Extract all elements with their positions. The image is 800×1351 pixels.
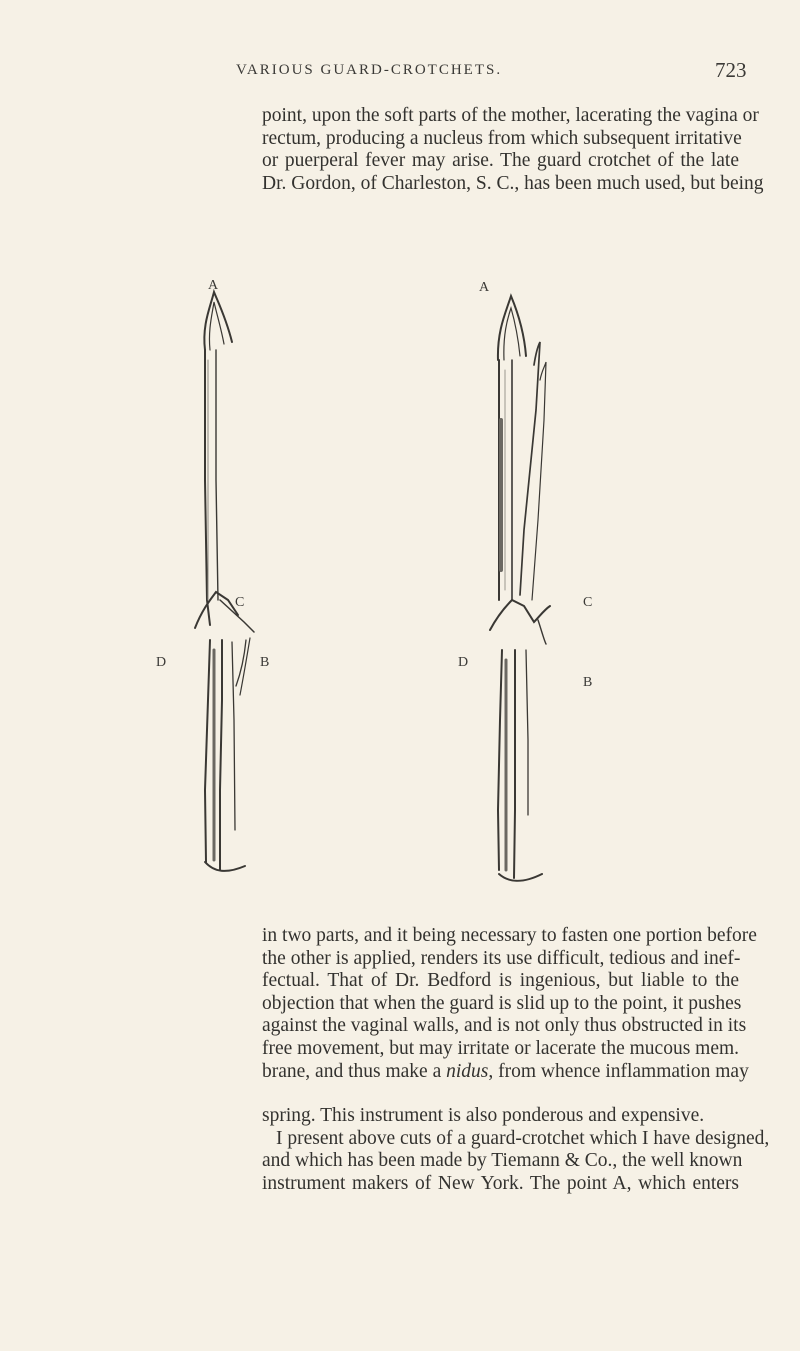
text-line: rectum, producing a nucleus from which subsequent irritative bbox=[262, 127, 742, 149]
text-line: the other is applied, renders its use difficult, tedious and inef- bbox=[262, 947, 741, 969]
paragraph-bottom bbox=[262, 925, 757, 1083]
page-number: 723 bbox=[715, 58, 747, 82]
text-run: brane, and thus make a bbox=[262, 1060, 447, 1082]
crotchet-engraving bbox=[150, 270, 620, 900]
text-line: or puerperal fever may arise. The guard crotchet of the late bbox=[262, 150, 739, 172]
guard-crotchet-illustration bbox=[150, 270, 620, 900]
text-line: in two parts, and it being necessary to fasten one portion before bbox=[262, 925, 757, 946]
left-crotchet bbox=[195, 292, 254, 871]
right-crotchet bbox=[490, 296, 550, 881]
text-line: instrument makers of New York. The point A, which enters bbox=[262, 1172, 739, 1194]
italic-term: nidus bbox=[446, 1060, 489, 1082]
running-head bbox=[0, 58, 800, 92]
figure-label-d: D bbox=[156, 655, 167, 670]
figure-label-b: B bbox=[260, 655, 270, 670]
text-line: spring. This instrument is also ponderous and expensive. bbox=[262, 1105, 705, 1126]
running-title: VARIOUS GUARD-CROTCHETS. bbox=[236, 62, 503, 78]
text-run: , from whence inflammation may bbox=[488, 1060, 749, 1082]
figure-label-c: C bbox=[235, 595, 245, 610]
text-line: and which has been made by Tiemann & Co., the well known bbox=[262, 1150, 743, 1172]
figure-label-a: A bbox=[208, 278, 219, 293]
figure-label-c: C bbox=[583, 595, 593, 610]
figure-label-a: A bbox=[479, 280, 490, 295]
paragraph-top bbox=[262, 105, 764, 195]
text-line: fectual. That of Dr. Bedford is ingenious, but liable to the bbox=[262, 970, 739, 992]
figure-label-b: B bbox=[583, 675, 593, 690]
text-line: Dr. Gordon, of Charleston, S. C., has been much used, but being bbox=[262, 172, 764, 194]
figure-label-d: D bbox=[458, 655, 469, 670]
text-line: objection that when the guard is slid up to the point, it pushes bbox=[262, 992, 742, 1014]
text-line: I present above cuts of a guard-crotchet which I have designed, bbox=[276, 1127, 770, 1149]
text-line: point, upon the soft parts of the mother, lacerating the vagina or bbox=[262, 105, 759, 126]
text-line-nidus bbox=[262, 1060, 749, 1084]
text-line: free movement, but may irritate or lacerate the mucous mem. bbox=[262, 1037, 740, 1059]
text-line: against the vaginal walls, and is not only thus obstructed in its bbox=[262, 1015, 747, 1037]
paragraph-bottom-continued bbox=[262, 1105, 770, 1195]
